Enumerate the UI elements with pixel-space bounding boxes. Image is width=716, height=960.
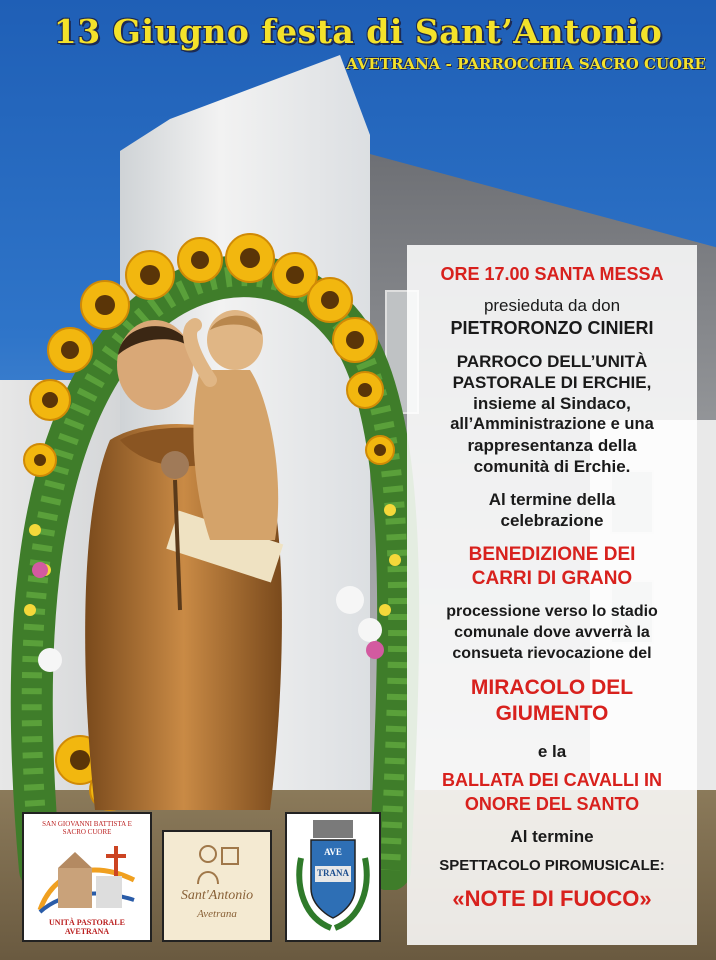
blessing-heading: BENEDIZIONE DEI [468,544,636,565]
program-line: PARROCO DELL’UNITÀ [456,352,648,371]
program-line: all’Amministrazione e una [450,415,654,433]
crest-text-top: AVE [324,847,342,857]
poster-title: 13 Giugno festa di Sant’Antonio [53,12,663,51]
program-line: Al termine della [488,490,616,509]
mass-time: ORE 17.00 SANTA MESSA [440,264,664,284]
program-line: e la [537,742,567,761]
program-line: PASTORALE DI ERCHIE, [452,373,652,392]
avetrana-crest [285,812,381,942]
program-line: processione verso lo stadio [446,603,658,620]
poster-subtitle: AVETRANA - PARROCCHIA SACRO CUORE [346,55,706,73]
program-line: Al termine [510,827,594,846]
ballata-heading: ONORE DEL SANTO [464,794,640,814]
church-logo-icon [34,840,140,916]
logo-text-bottom: UNITÀ PASTORALE AVETRANA [49,918,125,936]
program-line: celebrazione [500,511,604,530]
saint-anthony-statue [70,310,310,810]
miracle-heading: GIUMENTO [495,702,609,725]
presided-by: presieduta da don [483,296,621,315]
priest-name: PIETRORONZO CINIERI [450,318,654,338]
program-line: comunità di Erchie. [473,457,631,476]
pastoral-unit-logo [22,812,152,942]
logo-script-subtitle: Avetrana [197,908,237,920]
saint-silhouette-icon [192,842,242,886]
fireworks-label: SPETTACOLO PIROMUSICALE: [439,857,665,874]
miracle-heading: MIRACOLO DEL [470,676,634,699]
program-line: rappresentanza della [467,436,637,455]
fireworks-title: «NOTE DI FUOCO» [452,886,652,911]
program-line: consueta rievocazione del [452,645,652,662]
ballata-heading: BALLATA DEI CAVALLI IN [442,770,662,790]
blessing-heading: CARRI DI GRANO [471,568,633,589]
program-line: comunale dove avverrà la [454,624,650,641]
logo-text-top: SAN GIOVANNI BATTISTA E SACRO CUORE [42,820,132,836]
sant-antonio-logo [162,830,272,942]
crest-text-bottom: TRANA [316,868,349,878]
logo-script-title: Sant'Antonio [180,888,254,903]
program-line: insieme al Sindaco, [473,394,631,413]
